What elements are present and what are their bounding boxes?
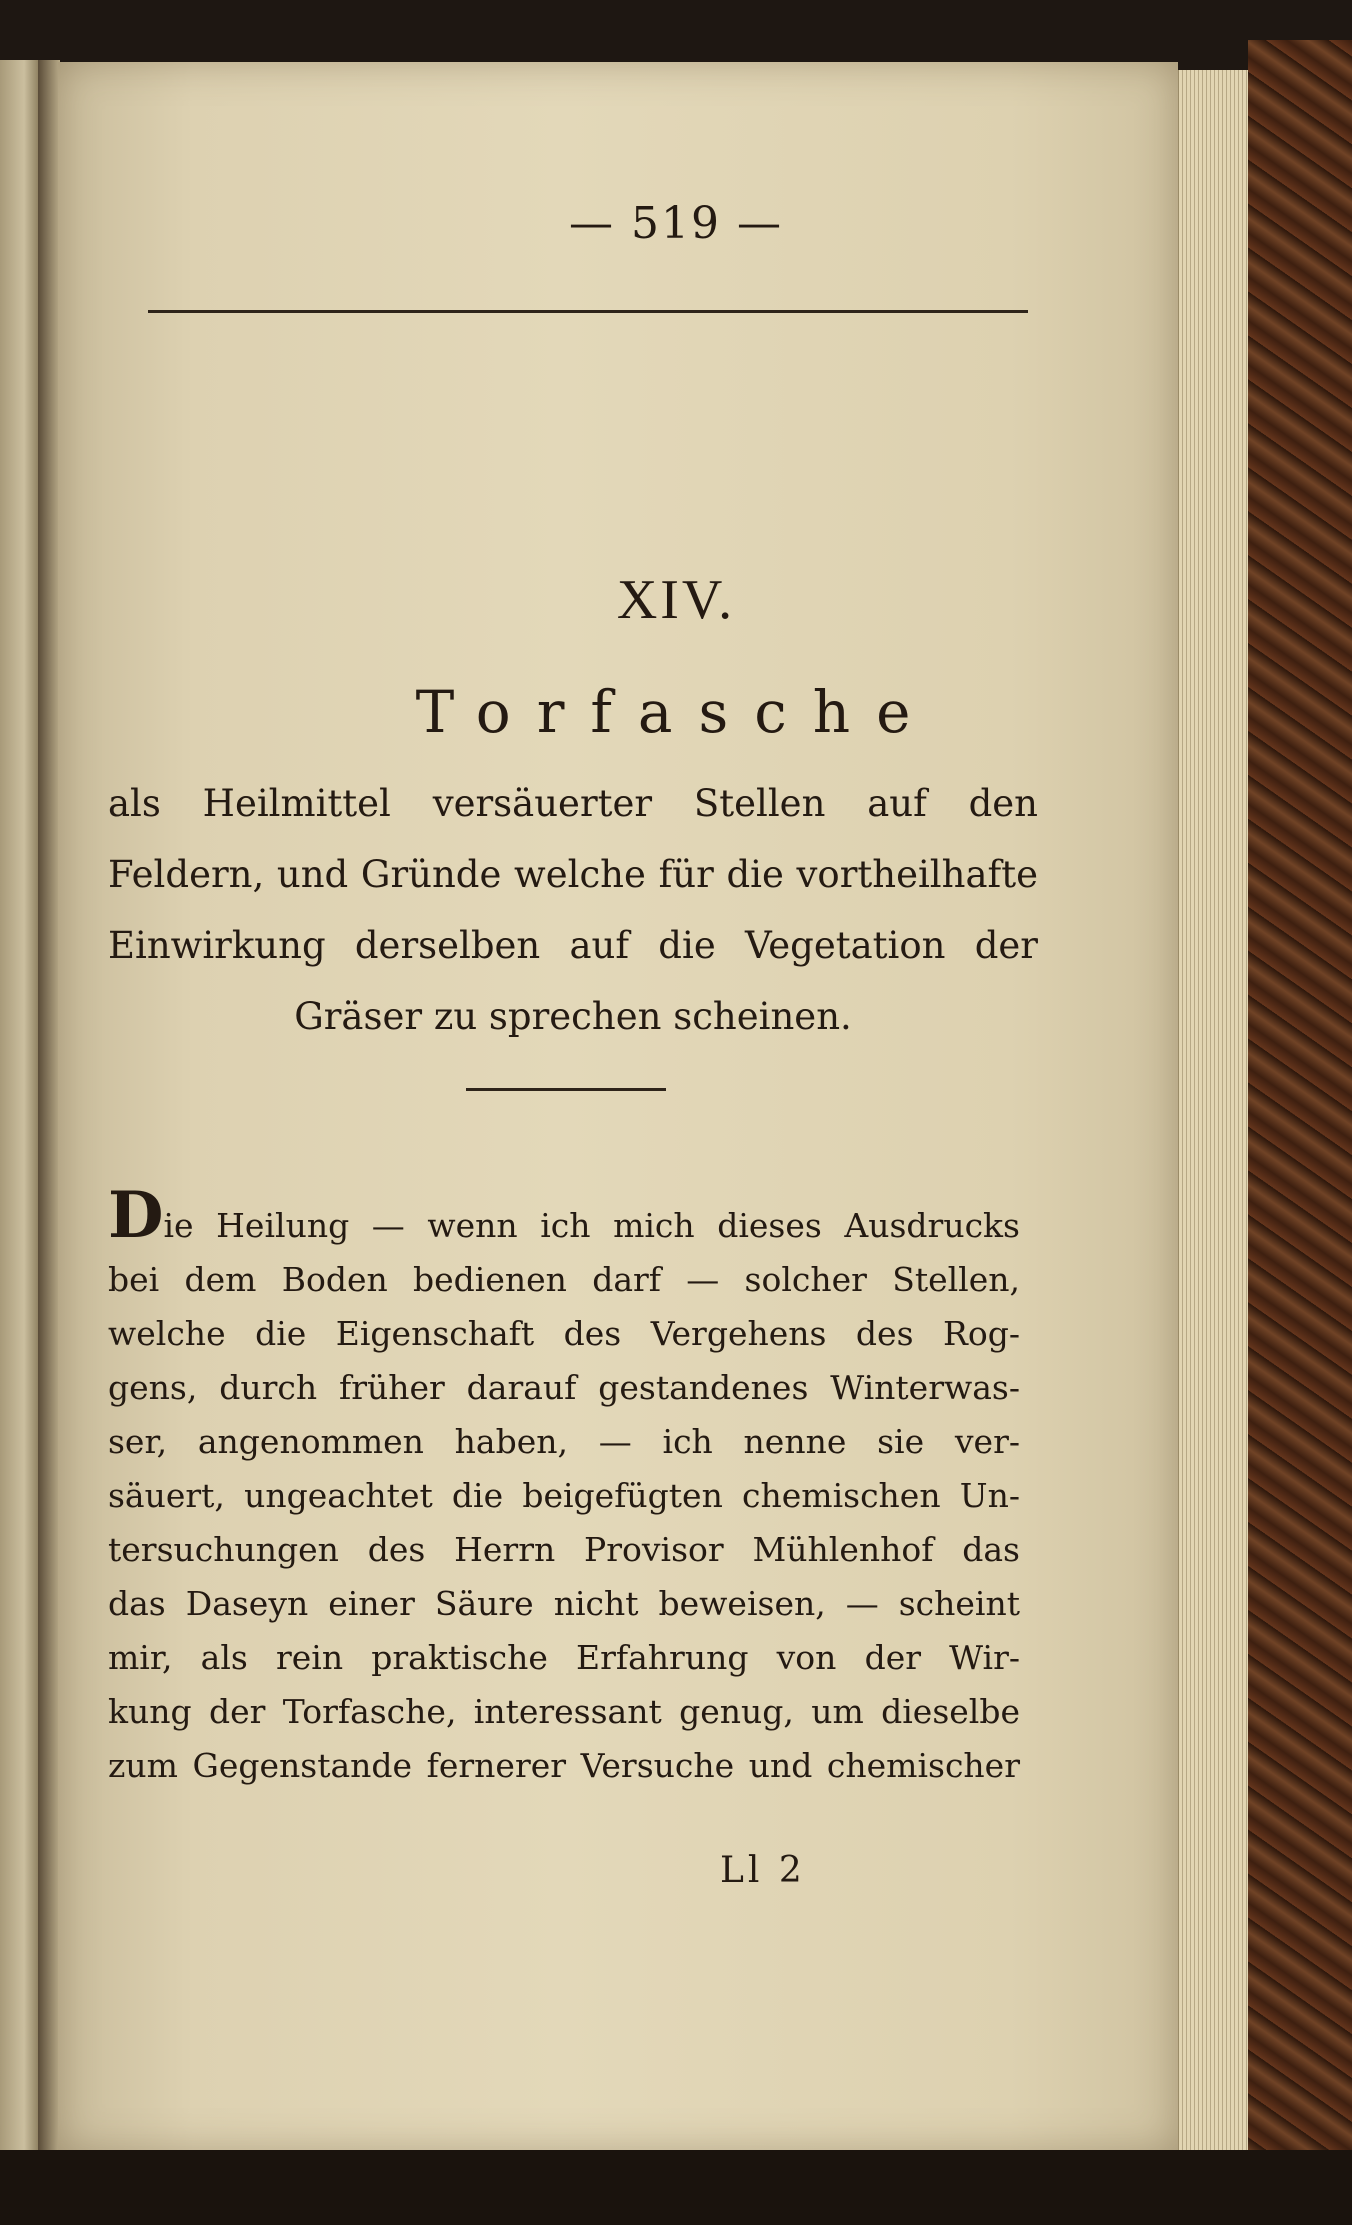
signature-mark: Ll 2 <box>720 1850 806 1891</box>
body-line: gens, durch früher darauf gestandenes Winterwas- <box>108 1368 1020 1407</box>
facing-page-edge <box>0 60 40 2150</box>
page-edges <box>1178 70 1249 2150</box>
body-line: das Daseyn einer Säure nicht beweisen, — scheint <box>108 1584 1020 1623</box>
drop-cap: D <box>108 1178 164 1253</box>
book-page <box>58 62 1178 2152</box>
section-divider <box>466 1088 666 1091</box>
body-line: bei dem Boden bedienen darf — solcher Stellen, <box>108 1260 1020 1299</box>
body-line: welche die Eigenschaft des Vergehens des Rog- <box>108 1314 1020 1353</box>
body-line <box>108 1178 1020 1253</box>
marbled-cover <box>1248 40 1352 2225</box>
body-line-text: ie Heilung — wenn ich mich dieses Ausdrucks <box>163 1206 1020 1245</box>
body-line: tersuchungen des Herrn Provisor Mühlenhof das <box>108 1530 1020 1569</box>
chapter-number: XIV. <box>616 569 736 631</box>
body-line: kung der Torfasche, interessant genug, um dieselbe <box>108 1692 1020 1731</box>
body-line: ser, angenommen haben, — ich nenne sie ver- <box>108 1422 1020 1461</box>
chapter-subtitle: als Heilmittel versäuerter Stellen auf den Feldern, und Gründe welche für die vortheilhafte Einwirkung derselben auf die Vegetation der Gräser zu sprechen scheinen. <box>108 782 1038 1038</box>
body-line: zum Gegenstande fernerer Versuche und chemischer <box>108 1746 1020 1785</box>
body-line: mir, als rein praktische Erfahrung von der Wir- <box>108 1638 1020 1677</box>
page-number: — 519 — <box>569 198 783 249</box>
book-gutter <box>38 60 60 2150</box>
body-line: säuert, ungeachtet die beigefügten chemischen Un- <box>108 1476 1020 1515</box>
header-rule <box>148 310 1028 313</box>
chapter-title: Torfasche <box>415 678 937 746</box>
background-bottom <box>0 2150 1352 2225</box>
body-paragraph <box>108 1178 1020 1793</box>
